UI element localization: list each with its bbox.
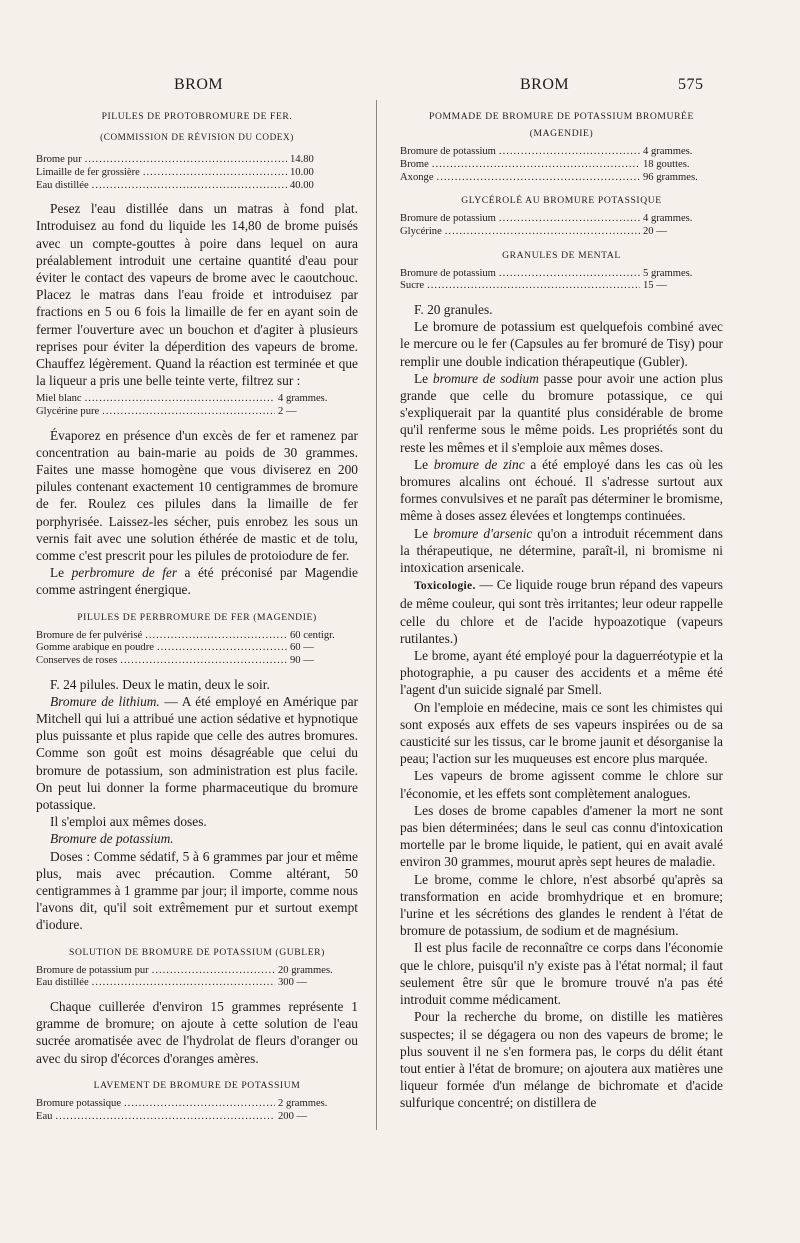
paragraph: Les vapeurs de brome agissent comme le chlore sur l'économie, et les effets sont complètement analogues. — [400, 768, 723, 801]
ingredient-name: Conserves de roses — [36, 655, 118, 667]
ingredient-quantity: 60 — — [290, 642, 314, 654]
ingredient-name: Bromure de potassium — [400, 267, 496, 279]
recipe-heading: PILULES DE PERBROMURE DE FER (MAGENDIE) — [77, 611, 317, 623]
recipe-line — [400, 213, 723, 226]
leader-dots — [437, 172, 640, 185]
text-run: Le — [414, 370, 433, 386]
leader-dots — [55, 1111, 275, 1124]
leader-dots — [92, 180, 287, 193]
ingredient-name: Limaille de fer grossière — [36, 167, 140, 178]
left-column — [36, 102, 358, 1131]
section-label: Toxicologie. — [414, 580, 476, 593]
ingredient-name: Glycérine pure — [36, 406, 100, 418]
recipe-line — [36, 630, 358, 643]
ingredient-quantity: 40.00 — [290, 179, 314, 191]
recipe-heading: GLYCÉROLÉ AU BROMURE POTASSIQUE — [461, 195, 662, 207]
recipe-line — [36, 167, 358, 180]
running-head-right: BROM — [520, 76, 570, 93]
ingredient-name: Brome — [400, 159, 429, 170]
recipe-line — [400, 280, 723, 293]
recipe-subheading: (COMMISSION DE RÉVISION DU CODEX) — [100, 132, 294, 143]
recipe-heading: POMMADE DE BROMURE DE POTASSIUM BROMURÉE (MAGENDIE) — [429, 111, 694, 140]
running-head-left: BROM — [174, 76, 224, 93]
leader-dots — [157, 642, 287, 655]
recipe-line — [36, 655, 358, 668]
recipe-list — [36, 630, 358, 668]
text-run: — Ce liquide rouge brun répand des vapeurs de même couleur, qui sont très irritantes; leur odeur rappelle celle du chlore et de l'acide hypoazotique (vapeurs rutilantes.) — [400, 577, 723, 646]
ingredient-name: Miel blanc — [36, 393, 82, 405]
italic-term: bromure d'arsenic — [433, 525, 533, 541]
recipe-line — [36, 977, 358, 990]
ingredient-name: Eau distillée — [36, 179, 89, 191]
recipe-heading: LAVEMENT DE BROMURE DE POTASSIUM — [93, 1079, 301, 1091]
recipe-list — [400, 213, 723, 238]
ingredient-name: Axonge — [400, 171, 434, 183]
ingredient-quantity: 18 gouttes. — [643, 159, 690, 170]
ingredient-quantity: 200 — — [278, 1110, 308, 1122]
paragraph — [400, 456, 723, 525]
recipe-list — [400, 268, 723, 293]
text-run: — A été employé en Amérique par Mitchell qui lui a attribué une action sédative et hypnotique plus puissante et plus rapide que celle des autres bromures. Comme son goût est moins désagréable que celui du bromure de potassium, son administration est plus facile. On peut lui donner la forme pharmaceutique du bromure potassique. — [36, 693, 358, 813]
ingredient-quantity: 4 grammes. — [643, 213, 693, 225]
ingredient-quantity: 300 — — [278, 977, 308, 989]
ingredient-name: Eau — [36, 1110, 53, 1122]
ingredient-name: Eau distillée — [36, 977, 89, 989]
paragraph: Évaporez en présence d'un excès de fer et ramenez par concentration au bain-marie au poids de 30 grammes. Faites une masse homogène que vous diviserez en 200 pilules contenant exactement 10 centigrammes de bromure de fer. Roulez ces pilules dans la limaille de fer porphyrisée. Laissez-les sécher, puis enrobez les sous un vernis fait avec une solution éthérée de mastic et de tolu, comme c'est prescrit pour les pilules de protoiodure de fer. — [36, 427, 358, 564]
recipe-line — [36, 965, 358, 978]
recipe-list — [36, 965, 358, 990]
text-run: qu'on a introduit récemment dans la thérapeutique, ne détermine, paraît-il, ni bromisme ni intoxication arsenicale. — [400, 525, 723, 576]
page-number: 575 — [678, 76, 704, 93]
text-run: a été préconisé par Magendie comme astringent énergique. — [36, 565, 358, 598]
leader-dots — [445, 226, 640, 239]
paragraph: Le brome, comme le chlore, n'est absorbé qu'après sa transformation en acide bromhydrique et en bromure; l'urine et les sécrétions des glandes le rendent à l'état de bromure de potassium, de sodium et de magnésium. — [400, 871, 723, 939]
recipe-list — [36, 393, 358, 418]
ingredient-quantity: 60 centigr. — [290, 629, 335, 641]
recipe-list — [36, 1098, 358, 1123]
recipe-list — [36, 154, 358, 192]
ingredient-name: Bromure de fer pulvérisé — [36, 629, 143, 641]
paragraph — [400, 525, 723, 577]
ingredient-quantity: 15 — — [643, 280, 667, 292]
ingredient-quantity: 4 grammes. — [278, 393, 328, 405]
ingredient-name: Bromure de potassium — [400, 146, 496, 158]
leader-dots — [92, 977, 275, 990]
text-run: passe pour avoir une action plus grande que celle du bromure potassique, ce qui s'expliquerait par la quantité plus considérable de brome qu'il renferme sous le même poids. Les propriétés sont du reste les mêmes et il s'emploie aux mêmes doses. — [400, 370, 723, 455]
paragraph — [36, 564, 358, 598]
leader-dots — [499, 213, 640, 226]
ingredient-name: Brome pur — [36, 154, 82, 166]
paragraph: Le brome, ayant été employé pour la daguerréotypie et la photographie, a pu causer des accidents et a même été l'agent d'un suicide signalé par Smell. — [400, 648, 723, 698]
leader-dots — [102, 406, 275, 419]
recipe-heading: SOLUTION DE BROMURE DE POTASSIUM (GUBLER) — [69, 946, 325, 958]
paragraph: Les doses de brome capables d'amener la mort ne sont pas bien déterminées; dans le seul cas connu d'intoxication mortelle par le brome liquide, le patient, qui en avait avalé environ 30 grammes, mourut après sept heures de maladie. — [400, 802, 723, 870]
leader-dots — [499, 146, 640, 159]
leader-dots — [499, 268, 640, 281]
italic-term: Bromure de lithium. — [50, 693, 160, 709]
paragraph: F. 20 granules. — [414, 301, 493, 317]
paragraph — [400, 576, 723, 647]
leader-dots — [427, 280, 640, 293]
paragraph: Le bromure de potassium est quelquefois combiné avec le mercure ou le fer (Capsules au fer bromuré de Tisy) pour remplir une double indication thérapeutique (Gubler). — [400, 319, 723, 369]
italic-term: bromure de zinc — [433, 456, 525, 472]
leader-dots — [85, 393, 275, 406]
text-run: Le — [50, 565, 72, 581]
recipe-line — [36, 180, 358, 193]
ingredient-name: Bromure potassique — [36, 1098, 122, 1110]
leader-dots — [152, 965, 275, 978]
italic-term: perbromure de fer — [71, 565, 178, 581]
column-divider — [376, 100, 377, 1130]
ingredient-quantity: 90 — — [290, 655, 314, 667]
text-run: Le — [414, 456, 434, 472]
recipe-line — [36, 1111, 358, 1124]
ingredient-quantity: 96 grammes. — [643, 171, 698, 183]
paragraph — [400, 370, 723, 456]
text-run: Le — [414, 525, 434, 541]
recipe-line — [36, 154, 358, 167]
leader-dots — [432, 159, 640, 172]
ingredient-quantity: 20 — — [643, 225, 667, 237]
ingredient-quantity: 5 grammes. — [643, 267, 693, 279]
recipe-list — [400, 146, 723, 184]
paragraph: Il s'emploi aux mêmes doses. — [50, 814, 207, 830]
ingredient-name: Bromure de potassium pur — [36, 964, 149, 976]
ingredient-quantity: 4 grammes. — [643, 146, 693, 158]
ingredient-name: Gomme arabique en poudre — [36, 642, 154, 654]
recipe-line — [400, 159, 723, 172]
leader-dots — [120, 655, 287, 668]
ingredient-name: Glycérine — [400, 225, 442, 237]
right-column — [400, 102, 723, 1112]
recipe-line — [400, 146, 723, 159]
paragraph: Chaque cuillerée d'environ 15 grammes représente 1 gramme de bromure; on ajoute à cette solution de l'eau sucrée aromatisée avec de l'hydrolat de fleurs d'oranger ou avec du sirop d'écorces d'oranges amères. — [36, 999, 358, 1066]
ingredient-quantity: 2 — — [278, 406, 297, 418]
recipe-heading: PILULES DE PROTOBROMURE DE FER. — [101, 111, 293, 122]
leader-dots — [143, 167, 287, 180]
ingredient-name: Sucre — [400, 280, 425, 292]
recipe-line — [400, 268, 723, 281]
recipe-line — [36, 406, 358, 419]
paragraph: F. 24 pilules. Deux le matin, deux le soir. — [50, 676, 270, 692]
ingredient-quantity: 14.80 — [290, 154, 314, 166]
recipe-line — [400, 172, 723, 185]
paragraph: On l'emploie en médecine, mais ce sont les chimistes qui sont exposés aux effets de ses vapeurs inspirées ou de sa causticité sur les tissus, car le brome jaunit et désorganise la peau; l'action sur les muqueuses est encore plus marquée. — [400, 699, 723, 767]
ingredient-quantity: 10.00 — [290, 167, 314, 178]
leader-dots — [145, 630, 287, 643]
ingredient-quantity: 20 grammes. — [278, 964, 333, 976]
ingredient-quantity: 2 grammes. — [278, 1098, 328, 1110]
recipe-heading: GRANULES DE MENTAL — [502, 249, 621, 261]
paragraph: Doses : Comme sédatif, 5 à 6 grammes par jour et même plus, mais avec précaution. Comme altérant, 50 centigrammes à 1 gramme par jour; il importe, comme nous l'avons dit, qu'il soit extrêmement pur et surtout exempt d'iodure. — [36, 848, 358, 933]
text-run: a été employé dans les cas où les bromures alcalins ont échoué. Il s'adresse surtout aux formes convulsives et ne paraît pas déterminer le bromisme, même à doses assez élevées et longtemps continuées. — [400, 456, 723, 524]
recipe-line — [36, 642, 358, 655]
recipe-line — [36, 393, 358, 406]
paragraph: Pesez l'eau distillée dans un matras à fond plat. Introduisez au fond du liquide les 14,80 de brome puisés avec un compte-gouttes à poire dans lequel on aura préalablement introduit une certaine quantité d'eau pour éviter le contact des vapeurs de brome avec le caoutchouc. Placez le matras dans l'eau froide et introduisez par fractions en 5 ou 6 fois la limaille de fer en ayant soin de fermer l'ouverture avec un bouchon et d'agiter à plusieurs reprises pour éviter la déperdition des vapeurs de brome. Chauffez légèrement. Quand la réaction est terminée et que la liqueur a pris une belle teinte verte, filtrez sur : — [36, 201, 358, 389]
ingredient-name: Bromure de potassium — [400, 213, 496, 225]
paragraph: Il est plus facile de reconnaître ce corps dans l'économie que le chlore, puisqu'il n'y existe pas à l'état normal; il faut seulement être sûr que le bromure trouvé n'a pas été introduit comme médicament. — [400, 940, 723, 1008]
italic-heading: Bromure de potassium. — [50, 831, 174, 847]
leader-dots — [85, 154, 287, 167]
italic-term: bromure de sodium — [432, 370, 539, 386]
paragraph: Pour la recherche du brome, on distille les matières suspectes; il se dégagera ou non des vapeurs de brome; le plus souvent il ne s'en formera pas, le corps du délit étant tout entier à l'état de bromure; on ajoutera aux matières une liqueur formée d'un mélange de bichromate et d'acide sulfurique concentré; on distillera de — [400, 1009, 723, 1111]
leader-dots — [124, 1098, 275, 1111]
paragraph — [36, 693, 358, 813]
recipe-line — [400, 226, 723, 239]
recipe-line — [36, 1098, 358, 1111]
